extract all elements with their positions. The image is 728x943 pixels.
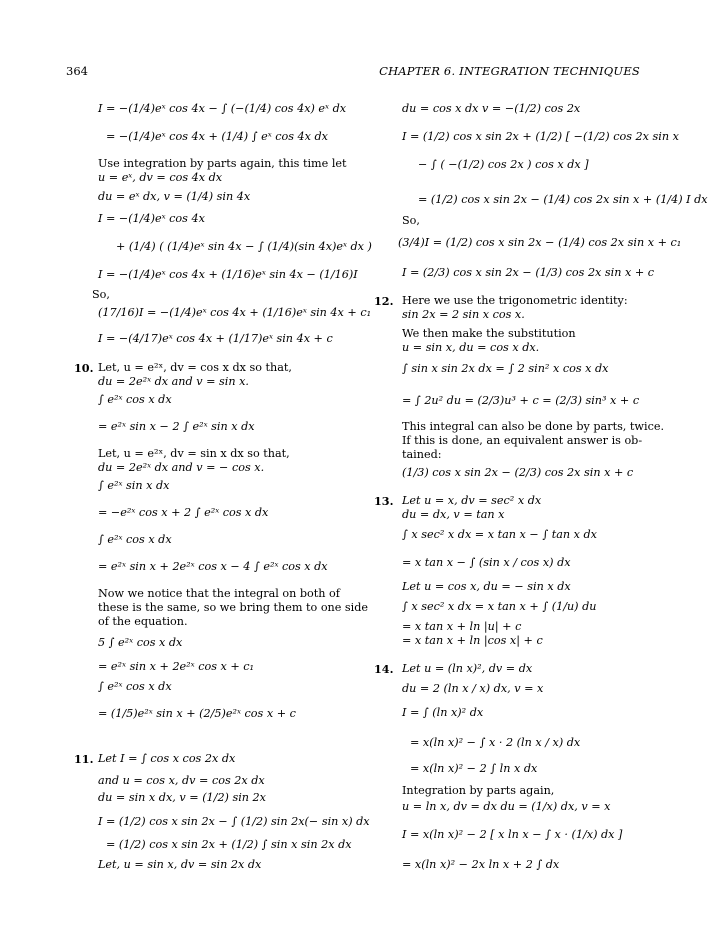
math-line: I = (1/2) cos x sin 2x − ∫ (1/2) sin 2x(− sin x) dx [98,815,370,828]
math-line: 5 ∫ e²ˣ cos x dx [98,636,183,649]
math-line: ∫ e²ˣ cos x dx [98,393,172,406]
math-line: du = 2e²ˣ dx and v = − cos x. [98,461,265,474]
math-line: ∫ e²ˣ sin x dx [98,479,170,492]
chapter-title: CHAPTER 6. INTEGRATION TECHNIQUES [379,64,640,78]
math-line: I = −(4/17)eˣ cos 4x + (1/17)eˣ sin 4x + c [98,332,333,345]
math-line: = e²ˣ sin x − 2 ∫ e²ˣ sin x dx [98,420,255,433]
math-line: u = ln x, dv = dx du = (1/x) dx, v = x [402,800,611,813]
text-line: So, [92,288,110,301]
math-line: du = sin x dx, v = (1/2) sin 2x [98,791,266,804]
page-number: 364 [66,64,88,78]
math-line: = x tan x + ln |cos x| + c [402,634,543,647]
math-line: I = −(1/4)eˣ cos 4x − ∫ (−(1/4) cos 4x) eˣ dx [98,102,347,115]
math-line: = (1/5)e²ˣ sin x + (2/5)e²ˣ cos x + c [98,707,296,720]
math-line: ∫ e²ˣ cos x dx [98,533,172,546]
math-line: (17/16)I = −(1/4)eˣ cos 4x + (1/16)eˣ sin 4x + c₁ [98,306,372,319]
math-line: du = eˣ dx, v = (1/4) sin 4x [98,190,251,203]
math-line: Let, u = sin x, dv = sin 2x dx [98,858,262,871]
math-line: I = −(1/4)eˣ cos 4x + (1/16)eˣ sin 4x − (1/16)I [98,268,358,281]
math-line: (1/3) cos x sin 2x − (2/3) cos 2x sin x + c [402,466,634,479]
text-line: Let, u = e²ˣ, dv = cos x dx so that, [98,361,292,374]
text-line: tained: [402,448,442,461]
math-line: = x(ln x)² − ∫ x · 2 (ln x / x) dx [410,736,581,749]
math-line: = (1/2) cos x sin 2x − (1/4) cos 2x sin x + (1/4) I dx [418,193,708,206]
math-line: I = (1/2) cos x sin 2x + (1/2) [ −(1/2) cos 2x sin x [402,130,679,143]
math-line: Let u = cos x, du = − sin x dx [402,580,571,593]
math-line: du = dx, v = tan x [402,508,505,521]
math-line: = e²ˣ sin x + 2e²ˣ cos x + c₁ [98,660,255,673]
math-line: (3/4)I = (1/2) cos x sin 2x − (1/4) cos 2x sin x + c₁ [398,236,682,249]
exercise-10-number: 10. [74,361,94,375]
math-line: Let I = ∫ cos x cos 2x dx [98,752,236,765]
text-line: of the equation. [98,615,188,628]
math-line: = x tan x + ln |u| + c [402,620,522,633]
math-line: I = (2/3) cos x sin 2x − (1/3) cos 2x sin x + c [402,266,655,279]
math-line: Let u = (ln x)², dv = dx [402,662,533,675]
math-line: du = 2 (ln x / x) dx, v = x [402,682,544,695]
math-line: ∫ x sec² x dx = x tan x − ∫ tan x dx [402,528,597,541]
math-line: I = −(1/4)eˣ cos 4x [98,212,205,225]
math-line: du = 2e²ˣ dx and v = sin x. [98,375,249,388]
text-line: Here we use the trigonometric identity: [402,294,628,307]
text-line: Let, u = e²ˣ, dv = sin x dx so that, [98,447,290,460]
math-line: = (1/2) cos x sin 2x + (1/2) ∫ sin x sin 2x dx [106,838,352,851]
math-line: du = cos x dx v = −(1/2) cos 2x [402,102,581,115]
math-line: = −e²ˣ cos x + 2 ∫ e²ˣ cos x dx [98,506,269,519]
exercise-13-number: 13. [374,494,394,508]
math-line: ∫ e²ˣ cos x dx [98,680,172,693]
math-line: = ∫ 2u² du = (2/3)u³ + c = (2/3) sin³ x + c [402,394,640,407]
math-line: ∫ x sec² x dx = x tan x + ∫ (1/u) du [402,600,597,613]
math-line: = −(1/4)eˣ cos 4x + (1/4) ∫ eˣ cos 4x dx [106,130,328,143]
math-line: + (1/4) ( (1/4)eˣ sin 4x − ∫ (1/4)(sin 4x)eˣ dx ) [116,240,372,253]
math-line: sin 2x = 2 sin x cos x. [402,308,525,321]
text-line: This integral can also be done by parts, twice. [402,420,665,433]
text-line: Now we notice that the integral on both of [98,587,340,600]
math-line: = e²ˣ sin x + 2e²ˣ cos x − 4 ∫ e²ˣ cos x dx [98,560,328,573]
math-line: = x(ln x)² − 2 ∫ ln x dx [410,762,538,775]
exercise-11-number: 11. [74,752,94,766]
text-line: Use integration by parts again, this time let [98,157,347,170]
exercise-14-number: 14. [374,662,394,676]
math-line: u = sin x, du = cos x dx. [402,341,540,354]
math-line: − ∫ ( −(1/2) cos 2x ) cos x dx ] [418,158,589,171]
page-header [66,64,640,80]
math-line: I = x(ln x)² − 2 [ x ln x − ∫ x · (1/x) dx ] [402,828,623,841]
text-line: If this is done, an equivalent answer is ob- [402,434,643,447]
math-line: Let u = x, dv = sec² x dx [402,494,542,507]
math-line: I = ∫ (ln x)² dx [402,706,484,719]
math-line: = x(ln x)² − 2x ln x + 2 ∫ dx [402,858,560,871]
exercise-12-number: 12. [374,294,394,308]
math-line: and u = cos x, dv = cos 2x dx [98,774,265,787]
math-line: u = eˣ, dv = cos 4x dx [98,171,223,184]
math-line: = x tan x − ∫ (sin x / cos x) dx [402,556,571,569]
text-line: these is the same, so we bring them to one side [98,601,369,614]
text-line: So, [402,214,420,227]
text-line: Integration by parts again, [402,784,555,797]
text-line: We then make the substitution [402,327,576,340]
math-line: ∫ sin x sin 2x dx = ∫ 2 sin² x cos x dx [402,362,609,375]
